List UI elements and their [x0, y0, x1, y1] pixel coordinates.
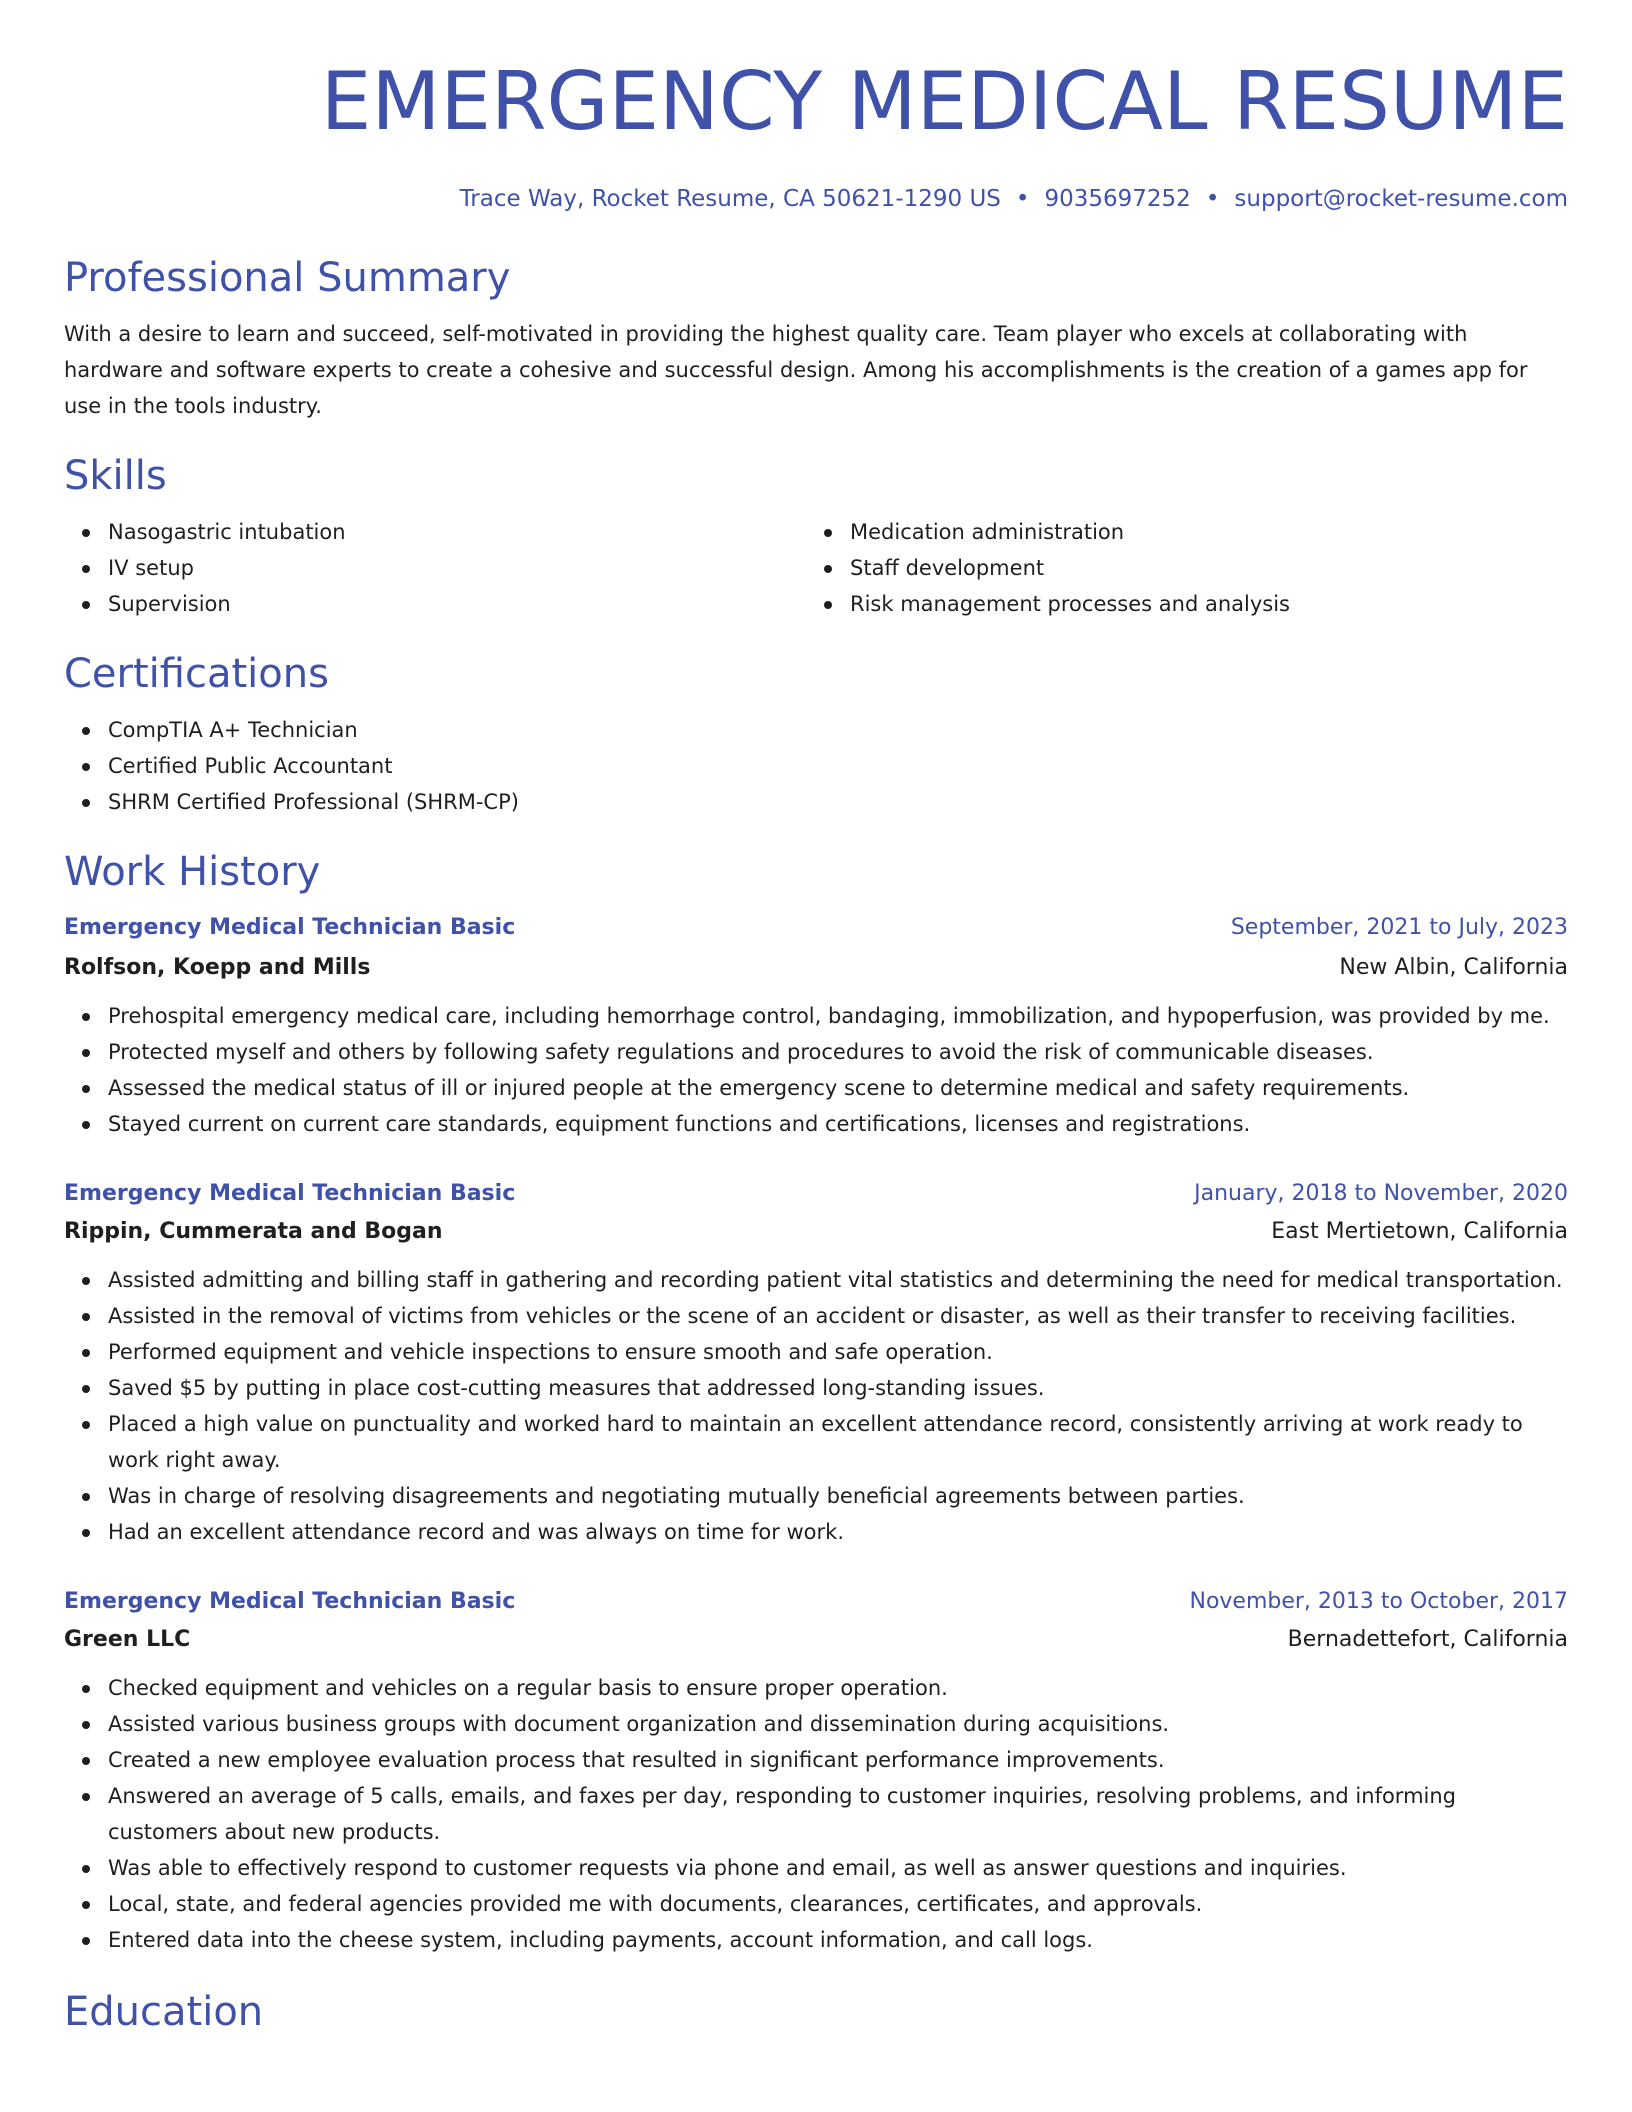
certification-item: Certified Public Accountant	[64, 748, 1568, 784]
bullet-icon	[82, 1049, 90, 1057]
resume-page	[64, 0, 1568, 2038]
skill-item: Staff development	[806, 550, 1548, 586]
skills-list	[64, 514, 1568, 622]
bullet-icon	[82, 1349, 90, 1357]
bullet-icon	[82, 601, 90, 609]
job-duty: Was in charge of resolving disagreements and negotiating mutually beneficial agreements between parties.	[64, 1478, 1568, 1514]
skill-item: Nasogastric intubation	[64, 514, 806, 550]
contact-line	[64, 184, 1568, 214]
job-subheader	[64, 950, 1568, 986]
bullet-icon	[82, 1313, 90, 1321]
contact-phone[interactable]: 9035697252	[1044, 186, 1191, 212]
job-duty: Answered an average of 5 calls, emails, and faxes per day, responding to customer inquiries, resolving problems, and informing customers about new products.	[64, 1778, 1568, 1850]
job-duty: Entered data into the cheese system, including payments, account information, and call logs.	[64, 1922, 1568, 1958]
section-heading-certifications: Certifications	[64, 651, 329, 697]
job-duty: Assisted various business groups with document organization and dissemination during acquisitions.	[64, 1706, 1568, 1742]
bullet-icon	[82, 1721, 90, 1729]
bullet-icon	[824, 565, 832, 573]
resume-title: EMERGENCY MEDICAL RESUME	[320, 55, 1568, 148]
bullet-icon	[82, 1901, 90, 1909]
bullet-icon	[82, 1421, 90, 1429]
job-duty: Protected myself and others by following safety regulations and procedures to avoid the risk of communicable diseases.	[64, 1034, 1568, 1070]
bullet-icon	[82, 1121, 90, 1129]
bullet-icon	[82, 1385, 90, 1393]
job-duty: Prehospital emergency medical care, including hemorrhage control, bandaging, immobilization, and hypoperfusion, was provided by me.	[64, 998, 1568, 1034]
contact-address: Trace Way, Rocket Resume, CA 50621-1290 US	[459, 186, 1001, 212]
job-duty: Was able to effectively respond to customer requests via phone and email, as well as answer questions and inquiries.	[64, 1850, 1568, 1886]
job-dates: January, 2018 to November, 2020	[1194, 1181, 1568, 1206]
job-location: Bernadettefort, California	[1287, 1627, 1568, 1652]
certification-item: SHRM Certified Professional (SHRM-CP)	[64, 784, 1568, 820]
job-title: Emergency Medical Technician Basic	[64, 915, 516, 940]
job-entry	[64, 1176, 1568, 1550]
job-location: East Mertietown, California	[1271, 1219, 1568, 1244]
summary-text: With a desire to learn and succeed, self-motivated in providing the highest quality care. Team player who excels at collaborating with hardware and software experts to create a cohesive and successful design. Among his accomplishments is the creation of a games app for use in the tools industry.	[64, 322, 1528, 418]
bullet-icon	[82, 1685, 90, 1693]
bullet-icon	[82, 1865, 90, 1873]
job-duty: Assisted in the removal of victims from vehicles or the scene of an accident or disaster, as well as their transfer to receiving facilities.	[64, 1298, 1568, 1334]
bullet-icon	[82, 727, 90, 735]
job-duties-list	[64, 998, 1568, 1142]
job-duty: Had an excellent attendance record and was always on time for work.	[64, 1514, 1568, 1550]
bullet-icon	[82, 565, 90, 573]
bullet-icon	[82, 763, 90, 771]
bullet-icon	[82, 1937, 90, 1945]
job-title: Emergency Medical Technician Basic	[64, 1589, 516, 1614]
job-entry	[64, 1584, 1568, 1958]
skills-column-right	[806, 514, 1548, 622]
job-title: Emergency Medical Technician Basic	[64, 1181, 516, 1206]
section-heading-skills: Skills	[64, 453, 167, 499]
contact-separator: •	[1205, 186, 1220, 212]
job-duty: Created a new employee evaluation process that resulted in significant performance improvements.	[64, 1742, 1568, 1778]
job-dates: September, 2021 to July, 2023	[1230, 915, 1568, 940]
bullet-icon	[824, 529, 832, 537]
certification-item: CompTIA A+ Technician	[64, 712, 1568, 748]
bullet-icon	[82, 1085, 90, 1093]
job-duty: Stayed current on current care standards, equipment functions and certifications, licenses and registrations.	[64, 1106, 1568, 1142]
contact-email[interactable]: support@rocket-resume.com	[1234, 186, 1568, 212]
bullet-icon	[82, 1493, 90, 1501]
job-duty: Checked equipment and vehicles on a regular basis to ensure proper operation.	[64, 1670, 1568, 1706]
job-duties-list	[64, 1670, 1568, 1958]
skills-column-left	[64, 514, 806, 622]
job-entry	[64, 910, 1568, 1142]
job-duty: Assisted admitting and billing staff in gathering and recording patient vital statistics and determining the need for medical transportation.	[64, 1262, 1568, 1298]
section-heading-education: Education	[64, 1989, 264, 2035]
bullet-icon	[82, 1277, 90, 1285]
section-heading-summary: Professional Summary	[64, 255, 511, 301]
job-header	[64, 1584, 1568, 1620]
job-employer: Green LLC	[64, 1627, 191, 1652]
job-dates: November, 2013 to October, 2017	[1189, 1589, 1568, 1614]
skill-item: IV setup	[64, 550, 806, 586]
skill-item: Medication administration	[806, 514, 1548, 550]
bullet-icon	[82, 1529, 90, 1537]
bullet-icon	[82, 1757, 90, 1765]
bullet-icon	[824, 601, 832, 609]
job-subheader	[64, 1214, 1568, 1250]
section-heading-work-history: Work History	[64, 849, 321, 895]
job-employer: Rolfson, Koepp and Mills	[64, 955, 371, 980]
skill-item: Supervision	[64, 586, 806, 622]
job-subheader	[64, 1622, 1568, 1658]
job-header	[64, 1176, 1568, 1212]
job-duty: Assessed the medical status of ill or injured people at the emergency scene to determine medical and safety requirements.	[64, 1070, 1568, 1106]
job-employer: Rippin, Cummerata and Bogan	[64, 1219, 443, 1244]
job-duties-list	[64, 1262, 1568, 1550]
job-duty: Performed equipment and vehicle inspections to ensure smooth and safe operation.	[64, 1334, 1568, 1370]
contact-separator: •	[1015, 186, 1030, 212]
job-header	[64, 910, 1568, 946]
job-duty: Placed a high value on punctuality and worked hard to maintain an excellent attendance record, consistently arriving at work ready to work right away.	[64, 1406, 1568, 1478]
job-duty: Local, state, and federal agencies provided me with documents, clearances, certificates, and approvals.	[64, 1886, 1568, 1922]
bullet-icon	[82, 1793, 90, 1801]
certifications-list	[64, 712, 1568, 820]
skill-item: Risk management processes and analysis	[806, 586, 1548, 622]
job-location: New Albin, California	[1339, 955, 1568, 980]
bullet-icon	[82, 1013, 90, 1021]
bullet-icon	[82, 529, 90, 537]
job-duty: Saved $5 by putting in place cost-cutting measures that addressed long-standing issues.	[64, 1370, 1568, 1406]
bullet-icon	[82, 799, 90, 807]
